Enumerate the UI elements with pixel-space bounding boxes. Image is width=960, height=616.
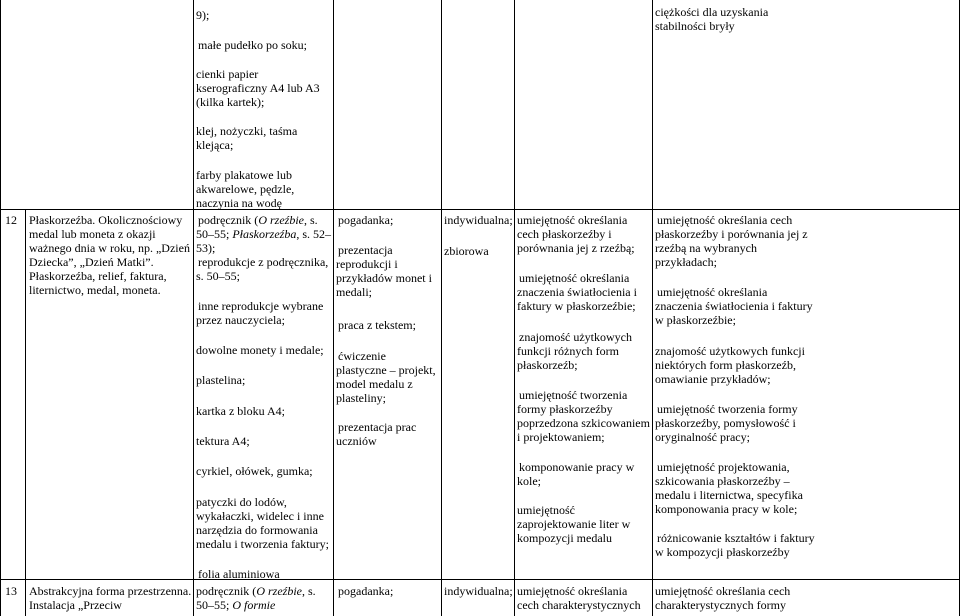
skill-advanced: płaskorzeźby i porównania jej z — [655, 227, 808, 241]
material-item: klej, nożyczki, taśma — [196, 124, 298, 138]
row-divider — [0, 209, 960, 210]
material-item: folia aluminiowa — [198, 567, 280, 581]
skill-basic: i projektowaniem; — [517, 430, 605, 444]
material-item: (kilka kartek); — [196, 95, 265, 109]
material-item: kserograficzny A4 lub A3 — [196, 81, 320, 95]
material-item: patyczki do lodów, — [196, 495, 287, 509]
skill-advanced: w płaskorzeźbie; — [655, 313, 736, 327]
skill-basic: umiejętność określania — [519, 271, 630, 285]
skill-basic: umiejętność określania — [517, 584, 628, 598]
material-item: 53); — [196, 241, 216, 255]
skill-advanced: umiejętność określania — [657, 285, 768, 299]
skill-basic: kompozycji medalu — [517, 531, 612, 545]
lesson-topic: Płaskorzeźba, relief, faktura, — [29, 269, 167, 283]
material-item: wykałaczki, widelec i inne — [196, 509, 324, 523]
lesson-topic: ważnego dnia w roku, np. „Dzień — [29, 241, 190, 255]
material-item: plastelina; — [196, 373, 246, 387]
material-item: przez nauczyciela; — [196, 313, 285, 327]
lesson-topic: Abstrakcyjna forma przestrzenna. — [29, 584, 192, 598]
skill-basic: znajomość użytkowych — [519, 330, 632, 344]
skill-basic: znaczenia światłocienia i — [517, 285, 637, 299]
material-item: naczynia na wodę — [196, 196, 282, 210]
skills-text: stabilności bryły — [655, 19, 735, 33]
skill-advanced: znajomość użytkowych funkcji — [655, 344, 805, 358]
column-divider — [514, 0, 515, 616]
material-item: s. 50–55; — [196, 269, 241, 283]
skill-basic: komponowanie pracy w — [519, 460, 635, 474]
skill-advanced: niektórych form płaskorzeźb, — [655, 358, 796, 372]
material-item: cienki papier — [196, 67, 259, 81]
skill-basic: funkcji różnych form — [517, 344, 619, 358]
work-form: indywidualna; — [444, 213, 513, 227]
skill-basic: umiejętność tworzenia — [519, 388, 628, 402]
material-item: akwarelowe, pędzle, — [196, 182, 295, 196]
method-item: pogadanka; — [338, 213, 394, 227]
table-border-left — [0, 0, 1, 616]
skill-basic: poprzedzona szkicowaniem — [517, 416, 650, 430]
material-item: medalu i tworzenia faktury; — [196, 537, 329, 551]
skill-advanced: charakterystycznych formy — [655, 598, 786, 612]
skill-basic: porównania jej z rzeźbą; — [517, 241, 635, 255]
skill-advanced: umiejętność określania cech — [657, 213, 793, 227]
lesson-number: 13 — [5, 584, 17, 598]
lesson-topic: medal lub moneta z okazji — [29, 227, 156, 241]
material-item: 50–55; Płaskorzeźba, s. 52– — [196, 227, 332, 241]
lesson-topic: Płaskorzeźba. Okolicznościowy — [29, 213, 183, 227]
skill-advanced: znaczenia światłocienia i faktury — [655, 299, 813, 313]
skills-text: ciężkości dla uzyskania — [655, 5, 769, 19]
material-item: dowolne monety i medale; — [196, 343, 324, 357]
skill-advanced: różnicowanie kształtów i faktury — [657, 531, 815, 545]
work-form: indywidualna; — [444, 584, 513, 598]
column-divider — [652, 0, 653, 616]
method-item: reprodukcji i — [336, 257, 398, 271]
skill-basic: cech charakterystycznych — [517, 598, 641, 612]
material-item: podręcznik (O rzeźbie, s. — [198, 213, 318, 227]
lesson-topic: Dziecka”, „Dzień Matki”. — [29, 255, 154, 269]
method-item: przykładów monet i — [336, 271, 432, 285]
skill-basic: formy płaskorzeźby — [517, 402, 613, 416]
skill-advanced: medalu i liternictwa, specyfika — [655, 488, 803, 502]
material-item: małe pudełko po soku; — [198, 38, 307, 52]
method-item: model medalu z — [336, 377, 413, 391]
skill-basic: płaskorzeźb; — [517, 358, 578, 372]
skill-advanced: oryginalność pracy; — [655, 430, 750, 444]
skill-basic: umiejętność — [517, 503, 575, 517]
method-item: medali; — [336, 285, 372, 299]
skill-advanced: komponowania pracy w kole; — [655, 502, 798, 516]
skill-advanced: przykładach; — [655, 255, 717, 269]
skill-advanced: umiejętność tworzenia formy — [657, 402, 798, 416]
material-item: reprodukcje z podręcznika, — [198, 255, 329, 269]
column-divider — [441, 0, 442, 616]
method-item: plasteliny; — [336, 391, 386, 405]
skill-basic: zaprojektowanie liter w — [517, 517, 631, 531]
lesson-topic: liternictwo, medal, moneta. — [29, 283, 161, 297]
method-item: praca z tekstem; — [338, 318, 416, 332]
material-item: 9); — [196, 8, 210, 22]
work-form: zbiorowa — [444, 244, 489, 258]
method-item: ćwiczenie — [338, 349, 386, 363]
material-item: 50–55; O formie — [196, 598, 276, 612]
skill-basic: umiejętność określania — [517, 213, 628, 227]
material-item: klejąca; — [196, 138, 234, 152]
skill-advanced: umiejętność określania cech — [655, 584, 791, 598]
skill-advanced: umiejętność projektowania, — [657, 460, 790, 474]
skill-advanced: w kompozycji płaskorzeźby — [655, 545, 790, 559]
material-item: tektura A4; — [196, 434, 250, 448]
column-divider — [25, 209, 26, 616]
material-item: inne reprodukcje wybrane — [198, 299, 324, 313]
method-item: prezentacja — [338, 243, 393, 257]
material-item: cyrkiel, ołówek, gumka; — [196, 464, 313, 478]
skill-advanced: omawianie przykładów; — [655, 372, 771, 386]
material-item: podręcznik (O rzeźbie, s. — [196, 584, 316, 598]
method-item: pogadanka; — [338, 584, 394, 598]
material-item: kartka z bloku A4; — [196, 404, 285, 418]
method-item: prezentacja prac — [338, 420, 417, 434]
material-item: farby plakatowe lub — [196, 168, 292, 182]
material-item: narzędzia do formowania — [196, 523, 318, 537]
row-divider — [0, 579, 960, 580]
skill-basic: kole; — [517, 474, 541, 488]
skill-advanced: płaskorzeźby, pomysłowość i — [655, 416, 796, 430]
lesson-number: 12 — [5, 213, 17, 227]
method-item: plastyczne – projekt, — [336, 363, 436, 377]
lesson-topic: Instalacja „Przeciw — [29, 598, 122, 612]
method-item: uczniów — [336, 434, 377, 448]
column-divider — [333, 0, 334, 616]
column-divider — [193, 0, 194, 616]
skill-advanced: rzeźbą na wybranych — [655, 241, 757, 255]
skill-advanced: szkicowania płaskorzeźby – — [655, 474, 790, 488]
skill-basic: faktury w płaskorzeźbie; — [517, 299, 636, 313]
skill-basic: cech płaskorzeźby i — [517, 227, 612, 241]
